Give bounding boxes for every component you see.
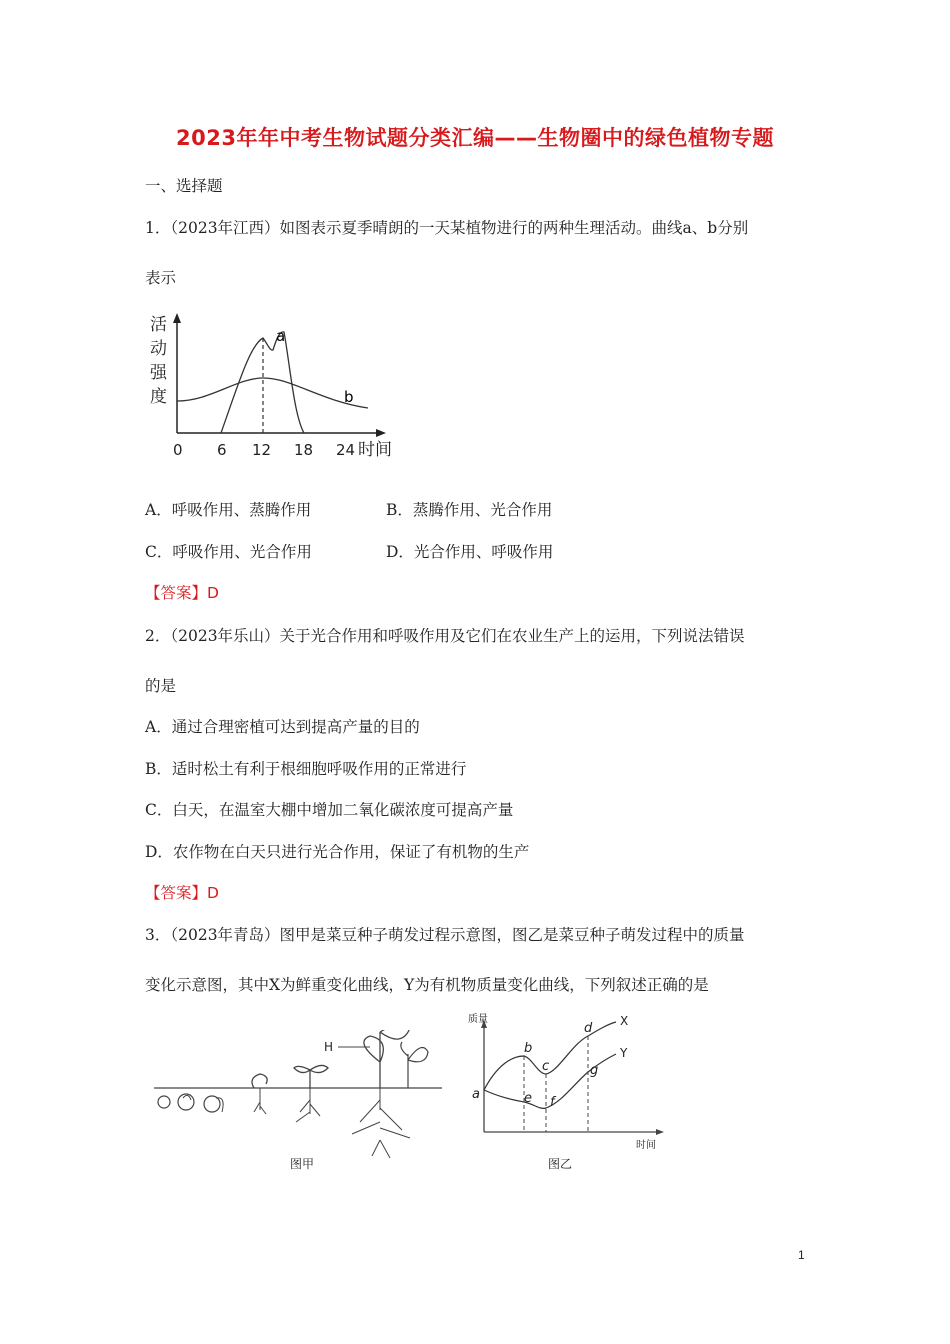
q3-point-d: d bbox=[584, 1021, 593, 1036]
q1-ylabel-char-3: 强 bbox=[150, 363, 167, 383]
section-heading: 一、选择题 bbox=[145, 177, 223, 195]
q1-option-d: D．光合作用、呼吸作用 bbox=[386, 543, 554, 561]
q1-xtick-12: 12 bbox=[252, 441, 272, 459]
q2-text-line1: 2．（2023年乐山）关于光合作用和呼吸作用及它们在农业生产上的运用，下列说法错误 bbox=[145, 627, 745, 645]
q2-option-d: D．农作物在白天只进行光合作用，保证了有机物的生产 bbox=[145, 843, 530, 861]
q3-point-c: c bbox=[542, 1059, 550, 1074]
q3-curve-x-label: X bbox=[620, 1014, 629, 1028]
q3-caption-jia: 图甲 bbox=[290, 1157, 315, 1171]
q3-seed-stage-2 bbox=[178, 1094, 194, 1110]
q1-xtick-24: 24 bbox=[336, 441, 356, 459]
q1-ylabel-char-1: 活 bbox=[150, 315, 167, 335]
q1-option-a: A．呼吸作用、蒸腾作用 bbox=[145, 501, 312, 519]
q1-activity-chart bbox=[140, 305, 420, 470]
q3-point-f: f bbox=[550, 1095, 555, 1110]
q2-option-b: B．适时松土有利于根细胞呼吸作用的正常进行 bbox=[145, 760, 467, 778]
q3-seedling-leaves bbox=[294, 1065, 328, 1088]
q1-answer: 【答案】D bbox=[145, 584, 219, 602]
q1-option-b: B．蒸腾作用、光合作用 bbox=[386, 501, 553, 519]
q1-x-axis-arrow bbox=[376, 429, 386, 437]
q3-figure-jia-germination bbox=[150, 1030, 450, 1180]
q3-curve-x bbox=[484, 1022, 616, 1090]
page-number: 1 bbox=[798, 1248, 805, 1262]
q3-yi-xlabel: 时间 bbox=[636, 1140, 656, 1151]
q3-point-g: g bbox=[590, 1063, 599, 1078]
q3-young-plant bbox=[364, 1030, 410, 1088]
q3-yi-ylabel: 质量 bbox=[468, 1014, 488, 1025]
q3-label-h: H bbox=[324, 1040, 334, 1054]
q3-yi-x-axis-arrow bbox=[656, 1129, 664, 1135]
q3-text-line1: 3．（2023年青岛）图甲是菜豆种子萌发过程示意图，图乙是菜豆种子萌发过程中的质量 bbox=[145, 926, 745, 944]
q1-curve-b bbox=[177, 378, 368, 408]
q1-ylabel-char-2: 动 bbox=[150, 339, 167, 359]
q1-option-c: C．呼吸作用、光合作用 bbox=[145, 543, 312, 561]
page-title: 2023年年中考生物试题分类汇编——生物圈中的绿色植物专题 bbox=[176, 126, 774, 150]
q2-text-line2: 的是 bbox=[145, 677, 177, 695]
q1-xtick-6: 6 bbox=[217, 441, 227, 459]
q3-seedling-hook bbox=[252, 1074, 267, 1088]
q2-option-a: A．通过合理密植可达到提高产量的目的 bbox=[145, 718, 420, 736]
q3-seed-stage-1 bbox=[158, 1096, 170, 1108]
q1-ylabel-char-4: 度 bbox=[150, 387, 167, 407]
q3-caption-yi: 图乙 bbox=[548, 1157, 573, 1171]
q3-point-b: b bbox=[524, 1041, 533, 1056]
q3-text-line2: 变化示意图，其中X为鲜重变化曲线，Y为有机物质量变化曲线，下列叙述正确的是 bbox=[145, 976, 709, 994]
q3-point-e: e bbox=[524, 1091, 532, 1106]
q1-xtick-0: 0 bbox=[173, 441, 183, 459]
q1-y-axis-arrow bbox=[173, 313, 181, 323]
q1-xlabel: 时间 bbox=[358, 440, 392, 460]
q3-point-a: a bbox=[472, 1087, 480, 1102]
q1-text-line2: 表示 bbox=[145, 269, 177, 287]
q2-option-c: C．白天，在温室大棚中增加二氧化碳浓度可提高产量 bbox=[145, 801, 514, 819]
q3-curve-y-label: Y bbox=[620, 1046, 628, 1060]
q3-seed-stage-3 bbox=[204, 1096, 220, 1112]
q1-curve-b-label: b bbox=[344, 388, 354, 406]
q2-answer: 【答案】D bbox=[145, 884, 219, 902]
q1-curve-a-label: a bbox=[276, 327, 286, 345]
q1-xtick-18: 18 bbox=[294, 441, 314, 459]
q3-figure-yi-mass-chart bbox=[462, 1010, 672, 1180]
q1-text-line1: 1．（2023年江西）如图表示夏季晴朗的一天某植物进行的两种生理活动。曲线a、b分别 bbox=[145, 219, 749, 237]
